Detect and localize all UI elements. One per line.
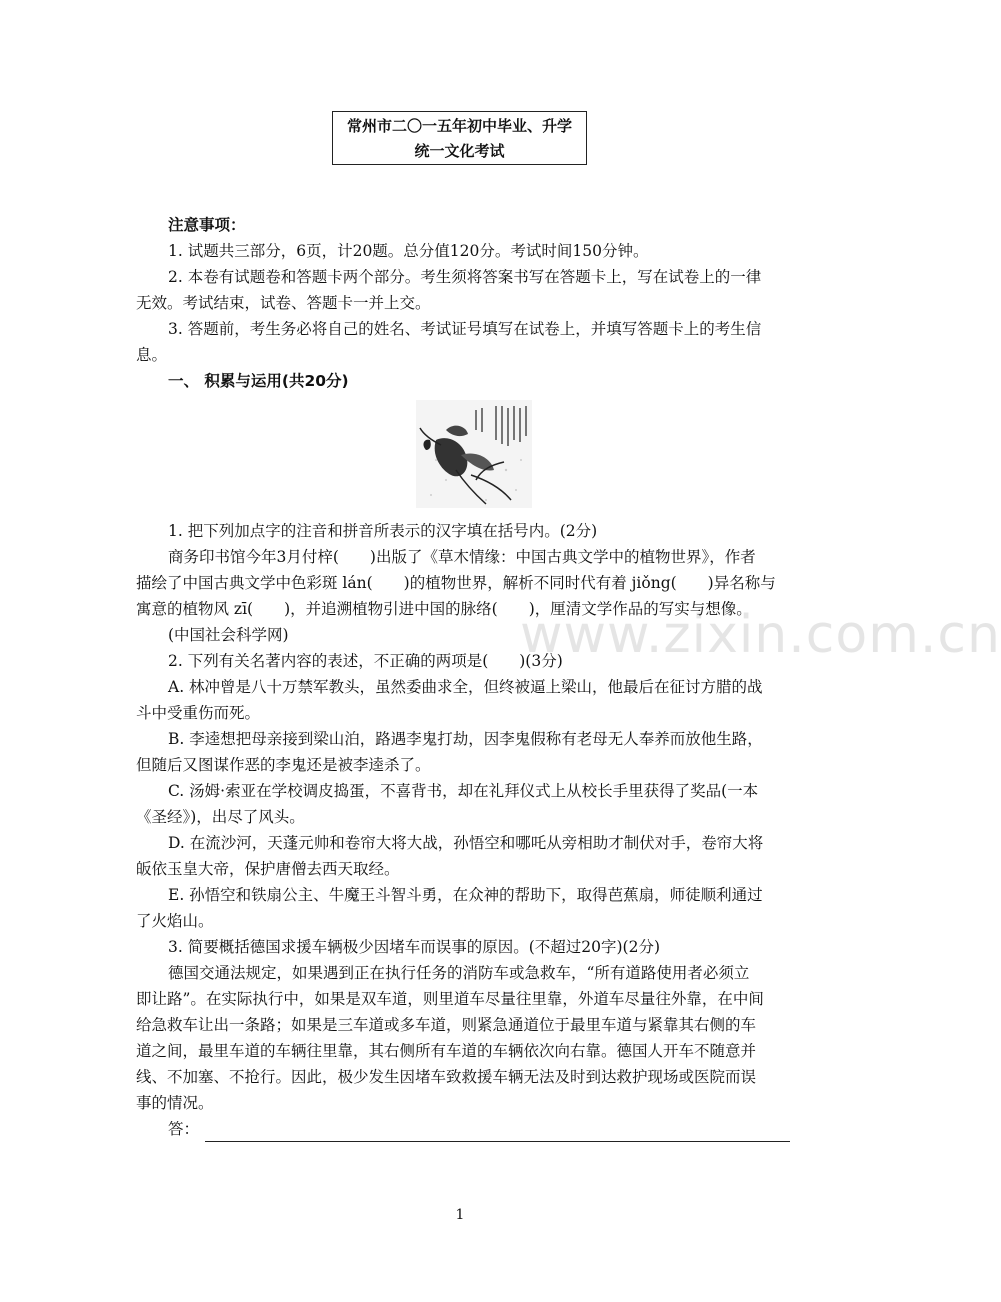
q3-passage-1: 德国交通法规定，如果遇到正在执行任务的消防车或急救车，“所有道路使用者必须立 <box>168 964 750 982</box>
exam-body <box>136 212 786 1142</box>
q2-option-c-2: 《圣经》)，出尽了风头。 <box>136 808 305 826</box>
q1-passage-3: 寓意的植物风 zī( )，并追溯植物引进中国的脉络( )，厘清文学作品的写实与想像。 <box>136 600 752 618</box>
watermark: www.zixin.com.cn <box>520 605 1001 665</box>
q2-option-a-2: 斗中受重伤而死。 <box>136 704 261 722</box>
q3-passage-2: 即让路”。在实际执行中，如果是双车道，则里道车尽量往里靠，外道车尽量往外靠，在中间 <box>136 990 764 1008</box>
q2-option-a-1: A. 林冲曾是八十万禁军教头，虽然委曲求全，但终被逼上梁山，他最后在征讨方腊的战 <box>168 678 763 696</box>
q3-passage-5: 线、不加塞、不抢行。因此，极少发生因堵车致救援车辆无法及时到达救护现场或医院而误 <box>136 1068 757 1086</box>
notice-item-3b: 息。 <box>136 346 168 364</box>
q1-stem: 1. 把下列加点字的注音和拼音所表示的汉字填在括号内。(2分) <box>168 522 598 540</box>
q3-answer-label: 答： <box>168 1120 200 1138</box>
q3-passage-3: 给急救车让出一条路；如果是三车道或多车道，则紧急通道位于最里车道与紧靠其右侧的车 <box>136 1016 757 1034</box>
q3-passage-6: 事的情况。 <box>136 1094 214 1112</box>
q2-option-c-1: C. 汤姆·索亚在学校调皮捣蛋，不喜背书，却在礼拜仪式上从校长手里获得了奖品(一本 <box>168 782 759 800</box>
q2-stem: 2. 下列有关名著内容的表述，不正确的两项是( )(3分) <box>168 652 563 670</box>
page-number: 1 <box>455 1207 465 1223</box>
notice-heading: 注意事项： <box>168 216 246 234</box>
plant-illustration <box>136 400 786 512</box>
q3-stem: 3. 简要概括德国求援车辆极少因堵车而误事的原因。(不超过20字)(2分) <box>168 938 660 956</box>
q1-passage-2: 描绘了中国古典文学中色彩斑 lán( )的植物世界，解析不同时代有着 jiǒng( )异名称与 <box>136 574 776 592</box>
q3-answer-blank[interactable] <box>205 1123 790 1142</box>
q2-option-d-2: 皈依玉皇大帝，保护唐僧去西天取经。 <box>136 860 400 878</box>
q3-answer-row <box>136 1116 786 1142</box>
ink-painting-image <box>416 400 532 508</box>
q2-option-e-2: 了火焰山。 <box>136 912 214 930</box>
notice-item-3a: 3. 答题前，考生务必将自己的姓名、考试证号填写在试卷上，并填写答题卡上的考生信 <box>168 320 762 338</box>
q3-passage-4: 道之间，最里车道的车辆往里靠，其右侧所有车道的车辆依次向右靠。德国人开车不随意并 <box>136 1042 757 1060</box>
q1-source: (中国社会科学网) <box>168 626 289 644</box>
exam-title-line2: 统一文化考试 <box>414 142 505 160</box>
exam-title-box <box>332 111 587 165</box>
notice-item-2a: 2. 本卷有试题卷和答题卡两个部分。考生须将答案书写在答题卡上，写在试卷上的一律 <box>168 268 762 286</box>
q2-option-b-2: 但随后又图谋作恶的李鬼还是被李逵杀了。 <box>136 756 431 774</box>
exam-title-line1: 常州市二〇一五年初中毕业、升学 <box>346 117 572 135</box>
q2-option-e-1: E. 孙悟空和铁扇公主、牛魔王斗智斗勇，在众神的帮助下，取得芭蕉扇，师徒顺利通过 <box>168 886 763 904</box>
notice-item-1: 1. 试题共三部分，6页，计20题。总分值120分。考试时间150分钟。 <box>168 242 649 260</box>
section-1-heading: 一、 积累与运用(共20分) <box>168 372 349 390</box>
q1-passage-1: 商务印书馆今年3月付梓( )出版了《草木情缘：中国古典文学中的植物世界》，作者 <box>168 548 756 566</box>
q2-option-b-1: B. 李逵想把母亲接到梁山泊，路遇李鬼打劫，因李鬼假称有老母无人奉养而放他生路， <box>168 730 763 748</box>
notice-item-2b: 无效。考试结束，试卷、答题卡一并上交。 <box>136 294 431 312</box>
q2-option-d-1: D. 在流沙河，天蓬元帅和卷帘大将大战，孙悟空和哪吒从旁相助才制伏对手，卷帘大将 <box>168 834 764 852</box>
